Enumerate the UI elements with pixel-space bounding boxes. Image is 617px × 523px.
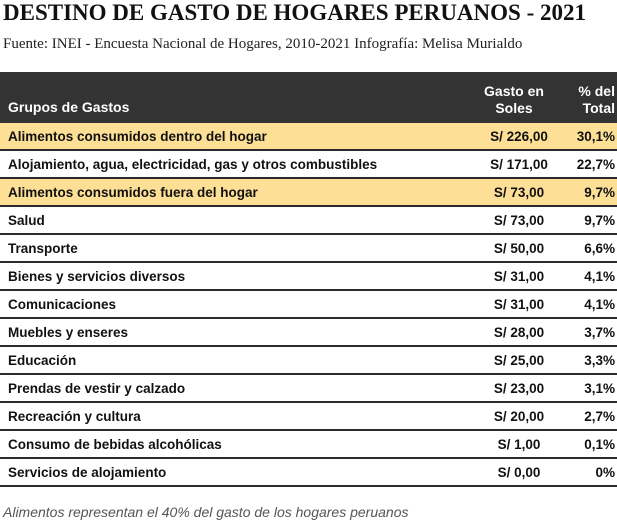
cell-amount: S/ 25,00 xyxy=(493,352,545,368)
cell-group: Recreación y cultura xyxy=(8,408,141,424)
cell-amount: S/ 31,00 xyxy=(493,268,545,284)
cell-percent: 3,3% xyxy=(584,352,615,368)
cell-group: Servicios de alojamiento xyxy=(8,464,167,480)
table-row xyxy=(0,235,617,263)
cell-percent: 6,6% xyxy=(584,240,615,256)
cell-amount: S/ 171,00 xyxy=(490,156,548,172)
cell-amount-wrap xyxy=(460,353,568,368)
table-row xyxy=(0,347,617,375)
cell-amount-wrap xyxy=(460,241,568,256)
chart-title: DESTINO DE GASTO DE HOGARES PERUANOS - 2021 xyxy=(3,0,586,25)
cell-percent: 9,7% xyxy=(584,212,615,228)
table-row xyxy=(0,459,617,487)
cell-group: Salud xyxy=(8,212,45,228)
cell-amount: S/ 1,00 xyxy=(497,436,541,452)
expense-table xyxy=(0,72,617,487)
cell-group: Bienes y servicios diversos xyxy=(8,268,186,284)
cell-group: Alimentos consumidos fuera del hogar xyxy=(8,184,258,200)
cell-amount: S/ 20,00 xyxy=(493,408,545,424)
cell-percent: 4,1% xyxy=(584,268,615,284)
cell-group: Alimentos consumidos dentro del hogar xyxy=(8,128,267,144)
header-percent xyxy=(568,83,617,123)
cell-group: Comunicaciones xyxy=(8,296,117,312)
cell-amount: S/ 28,00 xyxy=(493,324,545,340)
table-row xyxy=(0,319,617,347)
cell-percent: 3,7% xyxy=(584,324,615,340)
cell-amount: S/ 31,00 xyxy=(493,296,545,312)
chart-subtitle: Fuente: INEI - Encuesta Nacional de Hogares, 2010-2021 Infografía: Melisa Murialdo xyxy=(3,36,523,52)
table-body xyxy=(0,123,617,487)
cell-group: Muebles y enseres xyxy=(8,324,129,340)
table-row xyxy=(0,291,617,319)
header-percent-line1: % del xyxy=(578,83,615,99)
table-row xyxy=(0,207,617,235)
header-percent-line2: Total xyxy=(582,100,615,116)
cell-percent: 3,1% xyxy=(584,380,615,396)
table-row xyxy=(0,403,617,431)
header-groups: Grupos de Gastos xyxy=(8,99,130,115)
cell-group: Prendas de vestir y calzado xyxy=(8,380,186,396)
chart-caption: Alimentos representan el 40% del gasto de los hogares peruanos xyxy=(3,504,409,520)
cell-amount-wrap xyxy=(460,465,568,480)
table-row xyxy=(0,263,617,291)
table-header xyxy=(0,72,617,123)
cell-percent: 9,7% xyxy=(584,184,615,200)
table-row xyxy=(0,151,617,179)
cell-amount-wrap xyxy=(460,325,568,340)
cell-amount-wrap xyxy=(460,157,568,172)
cell-percent: 30,1% xyxy=(576,128,615,144)
cell-amount-wrap xyxy=(460,185,568,200)
cell-percent: 4,1% xyxy=(584,296,615,312)
cell-percent: 22,7% xyxy=(576,156,615,172)
cell-amount-wrap xyxy=(460,297,568,312)
cell-amount-wrap xyxy=(460,129,568,144)
cell-amount-wrap xyxy=(460,213,568,228)
cell-amount: S/ 50,00 xyxy=(493,240,545,256)
cell-group: Transporte xyxy=(8,240,78,256)
cell-group: Educación xyxy=(8,352,77,368)
cell-amount: S/ 226,00 xyxy=(490,128,548,144)
cell-percent: 2,7% xyxy=(584,408,615,424)
cell-amount: S/ 0,00 xyxy=(497,464,541,480)
cell-amount-wrap xyxy=(460,269,568,284)
table-row xyxy=(0,179,617,207)
cell-amount-wrap xyxy=(460,409,568,424)
header-amount xyxy=(460,83,568,123)
cell-amount: S/ 73,00 xyxy=(493,212,545,228)
cell-group: Consumo de bebidas alcohólicas xyxy=(8,436,222,452)
cell-percent: 0% xyxy=(595,464,615,480)
cell-amount-wrap xyxy=(460,437,568,452)
table-row xyxy=(0,123,617,151)
cell-percent: 0,1% xyxy=(584,436,615,452)
cell-amount: S/ 73,00 xyxy=(493,184,545,200)
cell-amount: S/ 23,00 xyxy=(493,380,545,396)
cell-amount-wrap xyxy=(460,381,568,396)
header-amount-line2: Soles xyxy=(495,100,533,116)
header-amount-line1: Gasto en xyxy=(484,83,544,99)
table-row xyxy=(0,375,617,403)
cell-group: Alojamiento, agua, electricidad, gas y otros combustibles xyxy=(8,156,378,172)
table-row xyxy=(0,431,617,459)
